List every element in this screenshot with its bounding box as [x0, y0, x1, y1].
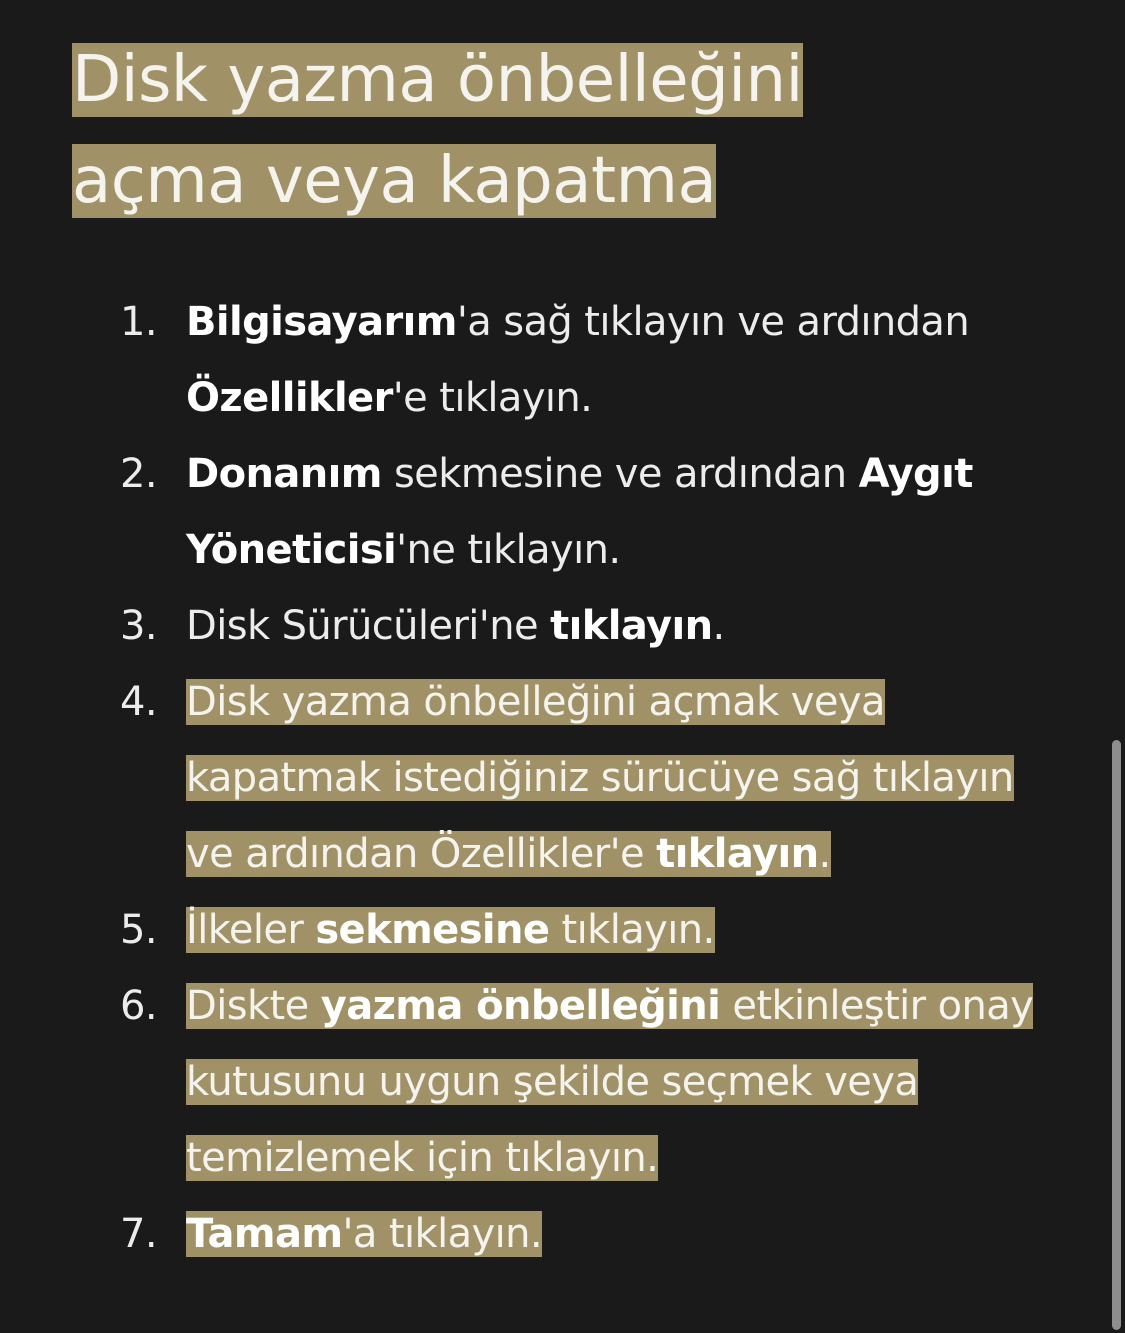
step-text	[186, 603, 725, 649]
step-text-highlighted	[186, 983, 1033, 1181]
bold-term: tıklayın	[656, 831, 819, 877]
step-text	[186, 451, 973, 573]
bold-term: Özellikler	[186, 375, 393, 421]
step-text-segment: İlkeler	[186, 907, 316, 953]
step-text-segment: Diskte	[186, 983, 321, 1029]
vertical-scrollbar[interactable]	[1112, 740, 1121, 1330]
step-text-highlighted	[186, 679, 1014, 877]
bold-term: Aygıt Yöneticisi	[186, 451, 973, 573]
step-text-segment: Disk yazma önbelleğini açmak veya kapatmak istediğiniz sürücüye sağ tıklayın ve ardından Özellikler'e	[186, 679, 1014, 877]
step-number: 2.	[120, 451, 157, 497]
step-number: 1.	[120, 299, 157, 345]
step-item	[0, 436, 1060, 588]
step-text-segment: etkinleştir onay kutusunu uygun şekilde seçmek veya temizlemek için tıklayın.	[186, 983, 1034, 1181]
step-text-segment: 'e tıklayın.	[392, 375, 593, 421]
step-item	[0, 1196, 1060, 1272]
step-number: 4.	[120, 679, 157, 725]
step-text-segment: tıklayın.	[549, 907, 715, 953]
step-text-segment: 'a sağ tıklayın ve ardından	[456, 299, 970, 345]
step-text-segment: .	[818, 831, 831, 877]
bold-term: Donanım	[186, 451, 382, 497]
step-text-segment: 'ne tıklayın.	[396, 527, 621, 573]
title-line-1: Disk yazma önbelleğini	[72, 43, 803, 117]
title-highlight	[72, 43, 803, 218]
steps-list	[0, 284, 1060, 1272]
step-number: 5.	[120, 907, 157, 953]
step-text-segment: Disk Sürücüleri'ne	[186, 603, 551, 649]
step-text	[186, 299, 969, 421]
step-text-segment: sekmesine ve ardından	[381, 451, 859, 497]
step-item	[0, 892, 1060, 968]
bold-term: Bilgisayarım	[186, 299, 457, 345]
bold-term: sekmesine	[315, 907, 550, 953]
page-title	[72, 30, 803, 232]
bold-term: yazma önbelleğini	[320, 983, 721, 1029]
title-line-2: açma veya kapatma	[72, 144, 717, 218]
step-item	[0, 664, 1060, 892]
step-text-segment: 'a tıklayın.	[342, 1211, 542, 1257]
step-number: 7.	[120, 1211, 157, 1257]
step-number: 3.	[120, 603, 157, 649]
step-text-highlighted	[186, 907, 715, 953]
bold-term: tıklayın	[550, 603, 713, 649]
step-item	[0, 968, 1060, 1196]
bold-term: Tamam	[186, 1211, 343, 1257]
step-item	[0, 588, 1060, 664]
step-text-highlighted	[186, 1211, 542, 1257]
step-number: 6.	[120, 983, 157, 1029]
step-item	[0, 284, 1060, 436]
step-text-segment: .	[712, 603, 725, 649]
